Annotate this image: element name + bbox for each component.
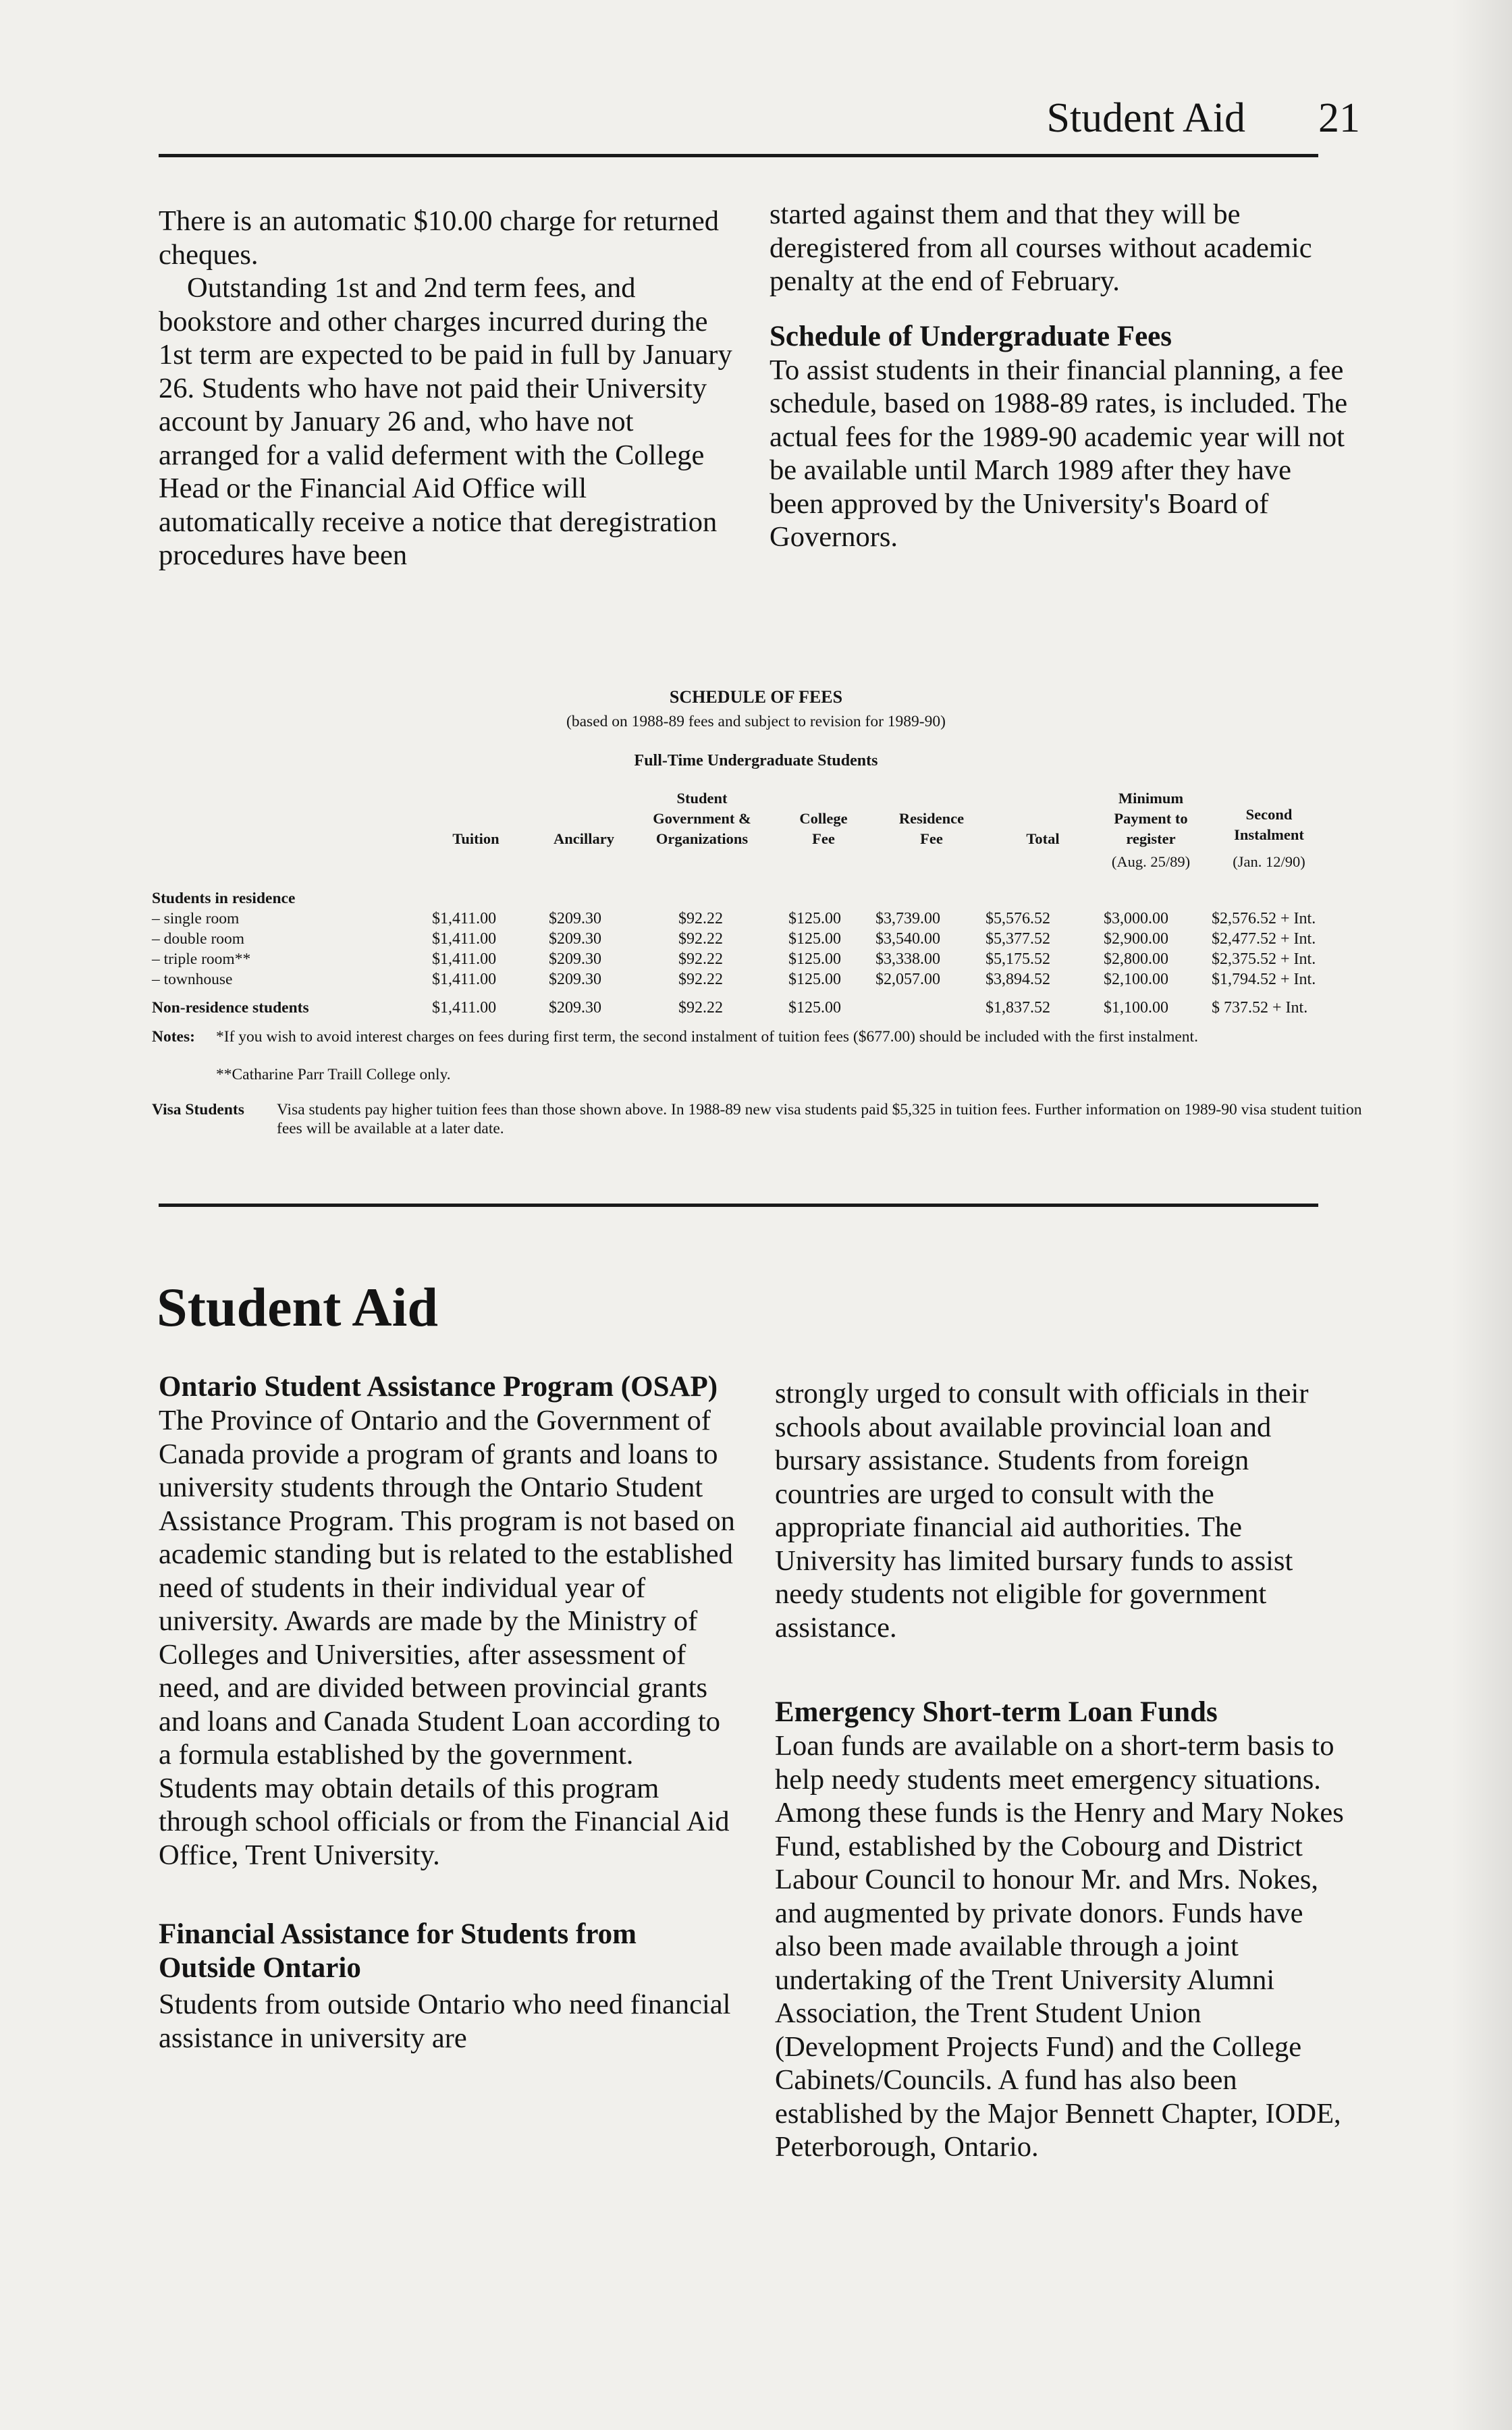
page-number: 21 (1318, 95, 1360, 141)
fee-row-2-residence: $3,540.00 (875, 930, 940, 948)
outstanding-fees-paragraph: Outstanding 1st and 2nd term fees, and bookstore and other charges incurred during the 1st term are expected to be paid in full by January 26. Students who have not paid their University account by January 26 and, who have not arranged for a valid deferment with the College Head or the Financial Aid Office will automatically receive a notice that deregistration procedures have been (159, 272, 732, 571)
fee-row-3-tuition: $1,411.00 (432, 950, 497, 968)
running-header (159, 91, 1360, 149)
intro-right-column (770, 198, 1350, 554)
fee-row-1-tuition: $1,411.00 (432, 910, 497, 927)
fee-row-nonresidence-minimum: $1,100.00 (1104, 999, 1168, 1017)
residence-group-label: Students in residence (152, 890, 296, 907)
col-header-student-gov: Student Government & Organizations (653, 790, 751, 847)
fee-row-3-label: – triple room** (152, 950, 251, 968)
fee-row-4-label: – townhouse (152, 971, 233, 988)
fee-row-4-total: $3,894.52 (986, 971, 1050, 988)
fee-row-1-college: $125.00 (788, 910, 841, 927)
note-traill-college: **Catharine Parr Traill College only. (216, 1066, 451, 1083)
fee-schedule-group-title: Full-Time Undergraduate Students (634, 752, 878, 770)
osap-heading: Ontario Student Assistance Program (OSAP) (159, 1371, 718, 1403)
visa-text: Visa students pay higher tuition fees than those shown above. In 1988-89 new visa students paid $5,325 in tuition fees. Further information on 1989-90 visa student tuition fees will be available at a later date. (277, 1101, 1362, 1137)
fee-row-nonresidence-tuition: $1,411.00 (432, 999, 497, 1017)
fee-row-nonresidence-label: Non-residence students (152, 999, 309, 1017)
fee-row-3-second: $2,375.52 + Int. (1212, 950, 1316, 968)
intro-left-column (159, 205, 732, 572)
fee-row-2-college: $125.00 (788, 930, 841, 948)
fee-row-2-label: – double room (152, 930, 245, 948)
returned-cheques-paragraph: There is an automatic $10.00 charge for returned cheques. (159, 205, 719, 271)
fee-row-2-minimum: $2,900.00 (1104, 930, 1168, 948)
section-rule (159, 1204, 1318, 1207)
student-aid-right-column (775, 1377, 1349, 2164)
fee-row-1-residence: $3,739.00 (875, 910, 940, 927)
fee-row-2-tuition: $1,411.00 (432, 930, 497, 948)
col-header-minimum: Minimum Payment to register (1114, 790, 1188, 847)
fee-row-4-tuition: $1,411.00 (432, 971, 497, 988)
col-header-ancillary: Ancillary (554, 830, 614, 847)
fee-row-4-second: $1,794.52 + Int. (1212, 971, 1316, 988)
fee-row-1-second: $2,576.52 + Int. (1212, 910, 1316, 927)
page-edge-shadow (1451, 0, 1512, 2430)
col-header-tuition: Tuition (452, 830, 500, 847)
fee-row-3-college: $125.00 (788, 950, 841, 968)
fee-row-1-student-gov: $92.22 (678, 910, 723, 927)
fee-row-2-ancillary: $209.30 (549, 930, 601, 948)
fee-row-3-residence: $3,338.00 (875, 950, 940, 968)
emergency-loan-text: Loan funds are available on a short-term basis to help needy students meet emergency situations. Among these funds is the Henry and Mary Nokes Fund, established by the Cobourg and District Labour Council to honour Mr. and Mrs. Nokes, and augmented by private donors. Funds have also been made available through a joint undertaking of the Trent University Alumni Association, the Trent Student Union (Development Projects Fund) and the College Cabinets/Councils. A fund has also been established by the Major Bennett Chapter, IODE, Peterborough, Ontario. (775, 1730, 1344, 2163)
visa-label: Visa Students (152, 1101, 244, 1118)
osap-text: The Province of Ontario and the Government of Canada provide a program of grants and loans to university students through the Ontario Student Assistance Program. This program is not based on academic standing but is related to the established need of students in their individual year of university. Awards are made by the Ministry of Colleges and Universities, after assessment of need, and are divided between provincial grants and loans and Canada Student Loan according to a formula established by the government. Students may obtain details of this program through school officials or from the Financial Aid Office, Trent University. (159, 1405, 735, 1871)
running-header-section: Student Aid (1046, 95, 1245, 141)
fee-row-4-student-gov: $92.22 (678, 971, 723, 988)
col-header-minimum-date: (Aug. 25/89) (1111, 853, 1191, 870)
schedule-of-fees-heading: Schedule of Undergraduate Fees (770, 320, 1172, 352)
outside-ontario-text: Students from outside Ontario who need financial assistance in university are (159, 1989, 731, 2054)
col-header-second-date: (Jan. 12/90) (1233, 853, 1305, 870)
student-aid-left-column (159, 1370, 736, 2055)
note-interest: *If you wish to avoid interest charges on fees during first term, the second instalment of tuition fees ($677.00) should be included with the first instalment. (216, 1028, 1198, 1046)
fee-row-2-total: $5,377.52 (986, 930, 1050, 948)
notes-label: Notes: (152, 1028, 195, 1046)
fee-row-1-minimum: $3,000.00 (1104, 910, 1168, 927)
fee-row-1-total: $5,576.52 (986, 910, 1050, 927)
col-header-college: College Fee (799, 810, 848, 847)
fee-row-3-student-gov: $92.22 (678, 950, 723, 968)
fee-row-4-minimum: $2,100.00 (1104, 971, 1168, 988)
header-rule (159, 154, 1318, 157)
fee-row-4-college: $125.00 (788, 971, 841, 988)
schedule-of-fees-text: To assist students in their financial planning, a fee schedule, based on 1988-89 rates, is included. The actual fees for the 1989-90 academic year will not be available until March 1989 after they have been approved by the University's Board of Governors. (770, 354, 1348, 553)
outside-ontario-heading: Financial Assistance for Students from Outside Ontario (159, 1918, 637, 1984)
fee-row-nonresidence-ancillary: $209.30 (549, 999, 601, 1017)
col-header-residence: Residence Fee (898, 810, 965, 847)
fee-schedule-subtitle: (based on 1988-89 fees and subject to revision for 1989-90) (566, 713, 946, 730)
fee-row-nonresidence-total: $1,837.52 (986, 999, 1050, 1017)
fee-row-1-ancillary: $209.30 (549, 910, 601, 927)
student-aid-heading: Student Aid (157, 1276, 439, 1338)
col-header-second: Second Instalment (1234, 806, 1304, 843)
fee-row-nonresidence-college: $125.00 (788, 999, 841, 1017)
fee-row-2-second: $2,477.52 + Int. (1212, 930, 1316, 948)
fee-schedule-title: SCHEDULE OF FEES (669, 687, 843, 707)
fee-row-nonresidence-student-gov: $92.22 (678, 999, 723, 1017)
emergency-loan-heading: Emergency Short-term Loan Funds (775, 1696, 1218, 1728)
fee-row-3-ancillary: $209.30 (549, 950, 601, 968)
col-header-total: Total (1026, 830, 1060, 847)
fee-row-3-minimum: $2,800.00 (1104, 950, 1168, 968)
deregistration-continuation: started against them and that they will be deregistered from all courses without academic penalty at the end of February. (770, 198, 1312, 297)
fee-row-4-ancillary: $209.30 (549, 971, 601, 988)
fee-row-4-residence: $2,057.00 (875, 971, 940, 988)
fee-row-nonresidence-second: $ 737.52 + Int. (1212, 999, 1308, 1017)
fee-row-3-total: $5,175.52 (986, 950, 1050, 968)
fee-row-2-student-gov: $92.22 (678, 930, 723, 948)
outside-ontario-continuation: strongly urged to consult with officials in their schools about available provincial loan and bursary assistance. Students from foreign countries are urged to consult with the appropriate financial aid authorities. The University has limited bursary funds to assist needy students not eligible for government assistance. (775, 1378, 1309, 1644)
fee-row-1-label: – single room (152, 910, 240, 927)
